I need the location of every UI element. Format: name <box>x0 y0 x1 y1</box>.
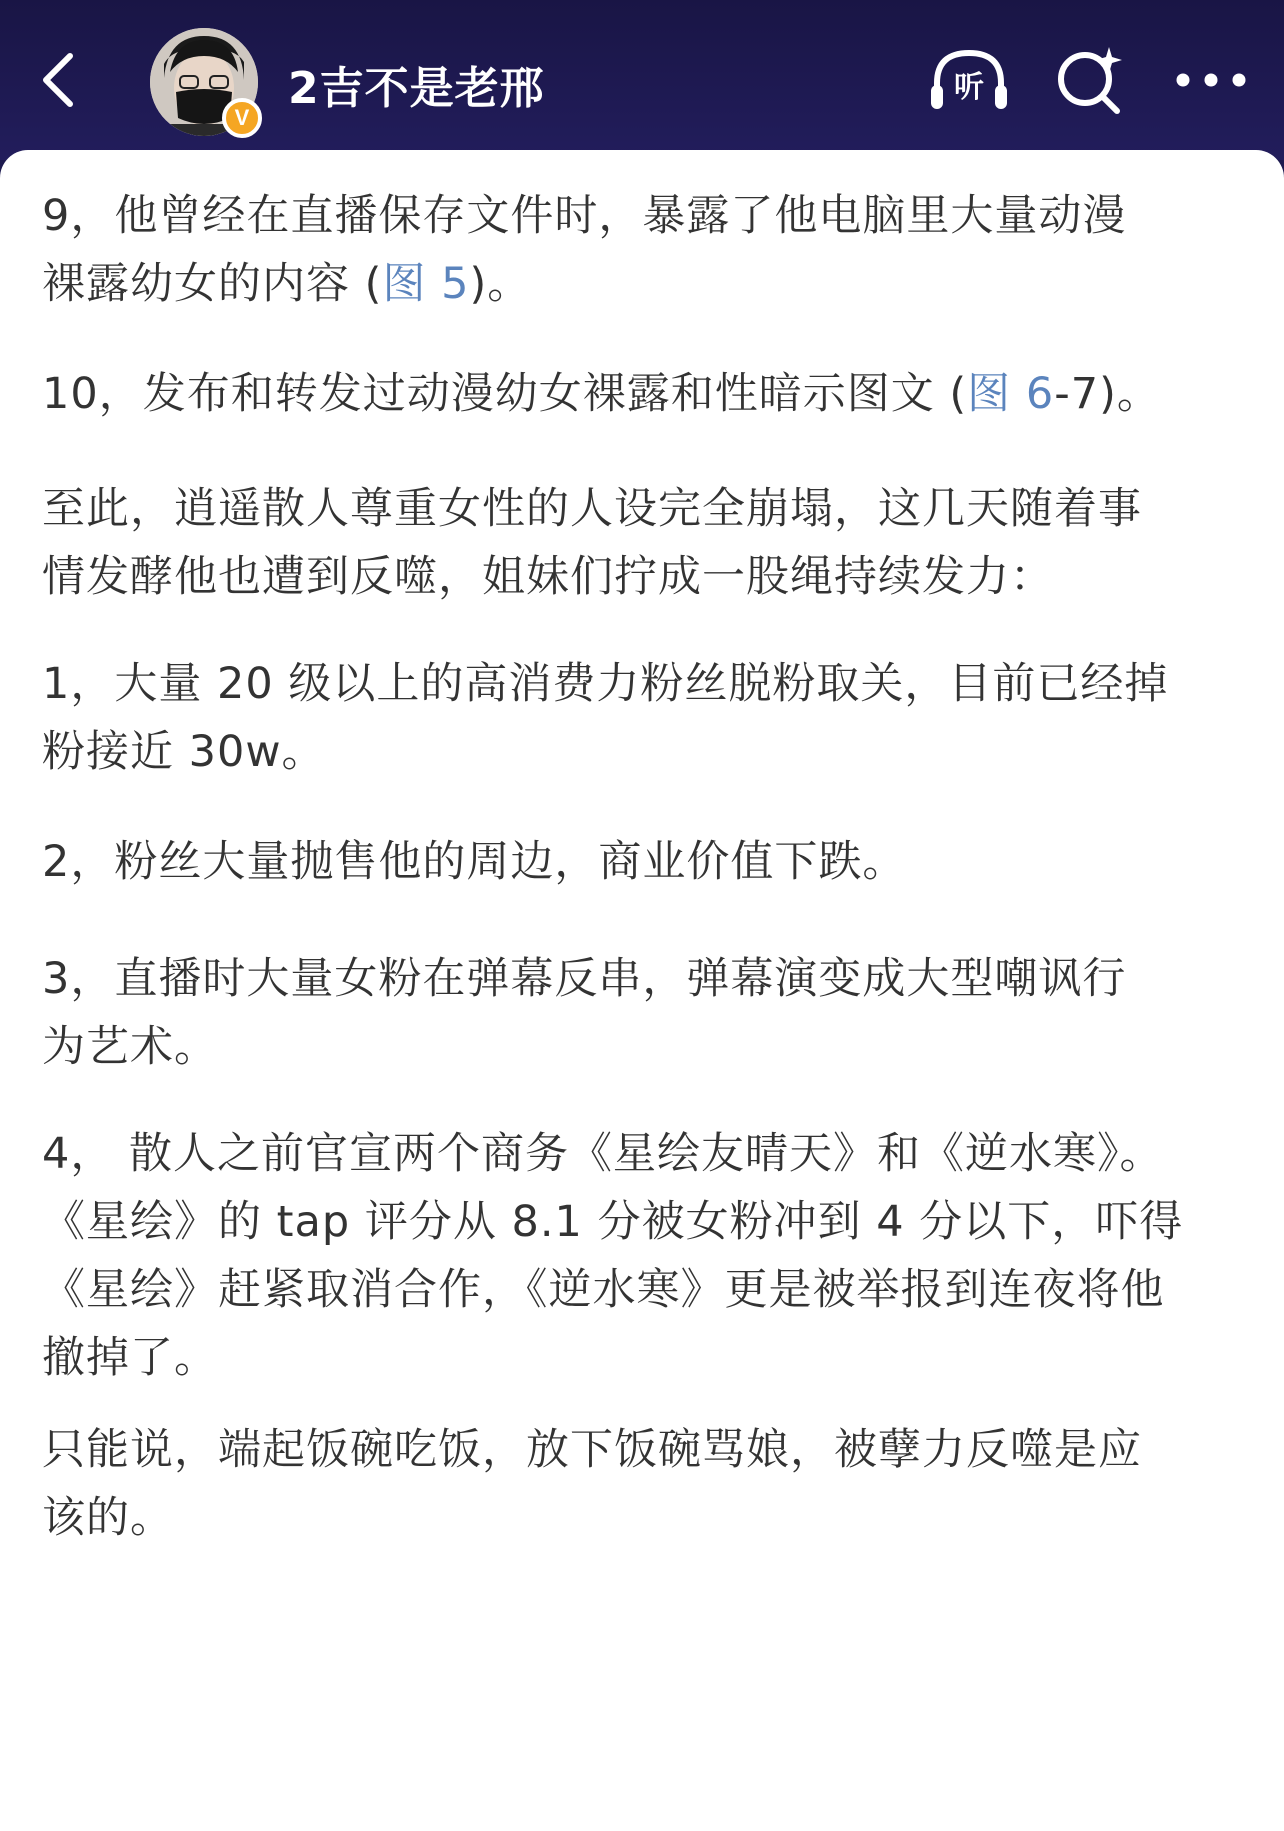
listen-label: 听 <box>954 70 984 105</box>
headphones-icon <box>927 45 1011 115</box>
text-line: 3，直播时大量女粉在弹幕反串，弹幕演变成大型嘲讽行 <box>42 954 1127 1004</box>
paragraph-item-4 <box>42 1120 1252 1392</box>
paragraph-item-3 <box>42 945 1252 1081</box>
chevron-left-icon <box>38 50 78 110</box>
top-nav-bar <box>0 0 1284 160</box>
text-line: 只能说，端起饭碗吃饭，放下饭碗骂娘，被孽力反噬是应 <box>42 1425 1142 1475</box>
paragraph-point-9 <box>42 182 1252 318</box>
text-line <box>42 360 1252 428</box>
image-link-5[interactable]: 图 5 <box>382 259 470 309</box>
text-span: 10，发布和转发过动漫幼女裸露和性暗示图文 ( <box>42 369 968 419</box>
text-span: )。 <box>469 259 532 309</box>
more-button[interactable] <box>1166 40 1256 120</box>
search-button[interactable] <box>1050 40 1130 120</box>
text-line: 《星绘》的 tap 评分从 8.1 分被女粉冲到 4 分以下，吓得 <box>42 1197 1184 1247</box>
text-line <box>42 250 1252 318</box>
text-line: 4， 散人之前官宣两个商务《星绘友晴天》和《逆水寒》。 <box>42 1129 1164 1179</box>
image-link-6[interactable]: 图 6 <box>967 369 1055 419</box>
post-body <box>0 150 1284 1831</box>
text-span: -7)。 <box>1054 369 1161 419</box>
search-sparkle-icon <box>1055 45 1125 115</box>
text-line: 2，粉丝大量抛售他的周边，商业价值下跌。 <box>42 837 907 887</box>
text-line: 该的。 <box>42 1493 174 1543</box>
more-dots-icon <box>1175 70 1247 90</box>
text-line: 粉接近 30w。 <box>42 727 326 777</box>
text-line: 1，大量 20 级以上的高消费力粉丝脱粉取关，目前已经掉 <box>42 659 1169 709</box>
text-line: 至此，逍遥散人尊重女性的人设完全崩塌，这几天随着事 <box>42 484 1142 534</box>
text-line: 情发酵他也遭到反噬，姐妹们拧成一股绳持续发力： <box>42 552 1054 602</box>
paragraph-item-1 <box>42 650 1252 786</box>
username[interactable]: 2吉不是老邢 <box>288 63 545 114</box>
back-button[interactable] <box>28 40 88 120</box>
text-line: 9，他曾经在直播保存文件时，暴露了他电脑里大量动漫 <box>42 191 1127 241</box>
paragraph-item-2 <box>42 828 1252 896</box>
text-line: 为艺术。 <box>42 1022 218 1072</box>
text-line: 《星绘》赶紧取消合作，《逆水寒》更是被举报到连夜将他 <box>42 1265 1165 1315</box>
verified-badge-icon: V <box>222 98 262 138</box>
avatar[interactable] <box>150 28 258 136</box>
paragraph-conclusion <box>42 1416 1252 1552</box>
paragraph-point-10 <box>42 360 1252 428</box>
text-span: 裸露幼女的内容 ( <box>42 259 383 309</box>
text-line: 撤掉了。 <box>42 1333 218 1383</box>
paragraph-summary <box>42 475 1252 611</box>
listen-button[interactable] <box>924 40 1014 120</box>
